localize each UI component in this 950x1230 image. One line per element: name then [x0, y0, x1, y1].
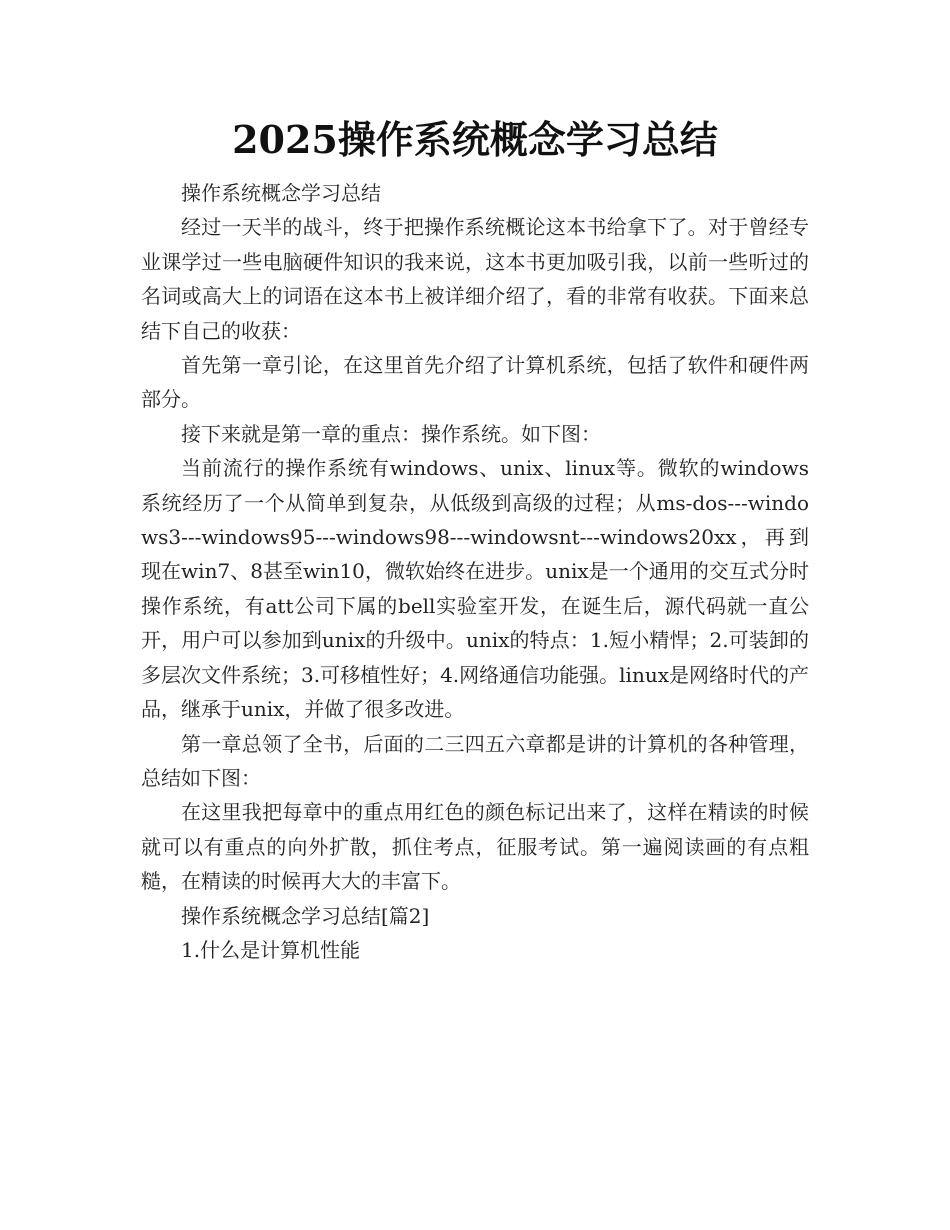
paragraph-key-point: 接下来就是第一章的重点：操作系统。如下图： — [181, 421, 601, 446]
document-body — [141, 176, 809, 967]
paragraph-section-heading: 操作系统概念学习总结[篇2] — [181, 903, 430, 928]
document-title: 2025操作系统概念学习总结 — [232, 117, 718, 162]
paragraph-notes: 在这里我把每章中的重点用红色的颜色标记出来了，这样在精读的时候就可以有重点的向外扩散，抓住考点，征服考试。第一遍阅读画的有点粗糙，在精读的时候再大大的丰富下。 — [141, 800, 809, 894]
paragraph-subtitle: 操作系统概念学习总结 — [181, 181, 381, 205]
paragraph-os-list: 当前流行的操作系统有windows、unix、linux等。微软的windows系统经历了一个从简单到复杂，从低级到高级的过程；从ms-dos---windows3---windows95---windows98---windowsnt---windows20xx，再到现在win7、8甚至win10，微软始终在进步。unix是一个通用的交互式分时操作系统，有att公司下属的bell实验室开发，在诞生后，源代码就一直公开，用户可以参加到unix的升级中。unix的特点：1.短小精悍；2.可装卸的多层次文件系统；3.可移植性好；4.网络通信功能强。linux是网络时代的产品，继承于unix，并做了很多改进。 — [141, 456, 809, 722]
paragraph-intro: 经过一天半的战斗，终于把操作系统概论这本书给拿下了。对于曾经专业课学过一些电脑硬件知识的我来说，这本书更加吸引我，以前一些听过的名词或高大上的词语在这本书上被详细介绍了，看的非常有收获。下面来总结下自己的收获： — [141, 215, 809, 343]
paragraph-overview: 第一章总领了全书，后面的二三四五六章都是讲的计算机的各种管理，总结如下图： — [141, 731, 809, 790]
paragraph-question: 1.什么是计算机性能 — [181, 937, 361, 962]
paragraph-chapter-one: 首先第一章引论，在这里首先介绍了计算机系统，包括了软件和硬件两部分。 — [141, 353, 809, 412]
